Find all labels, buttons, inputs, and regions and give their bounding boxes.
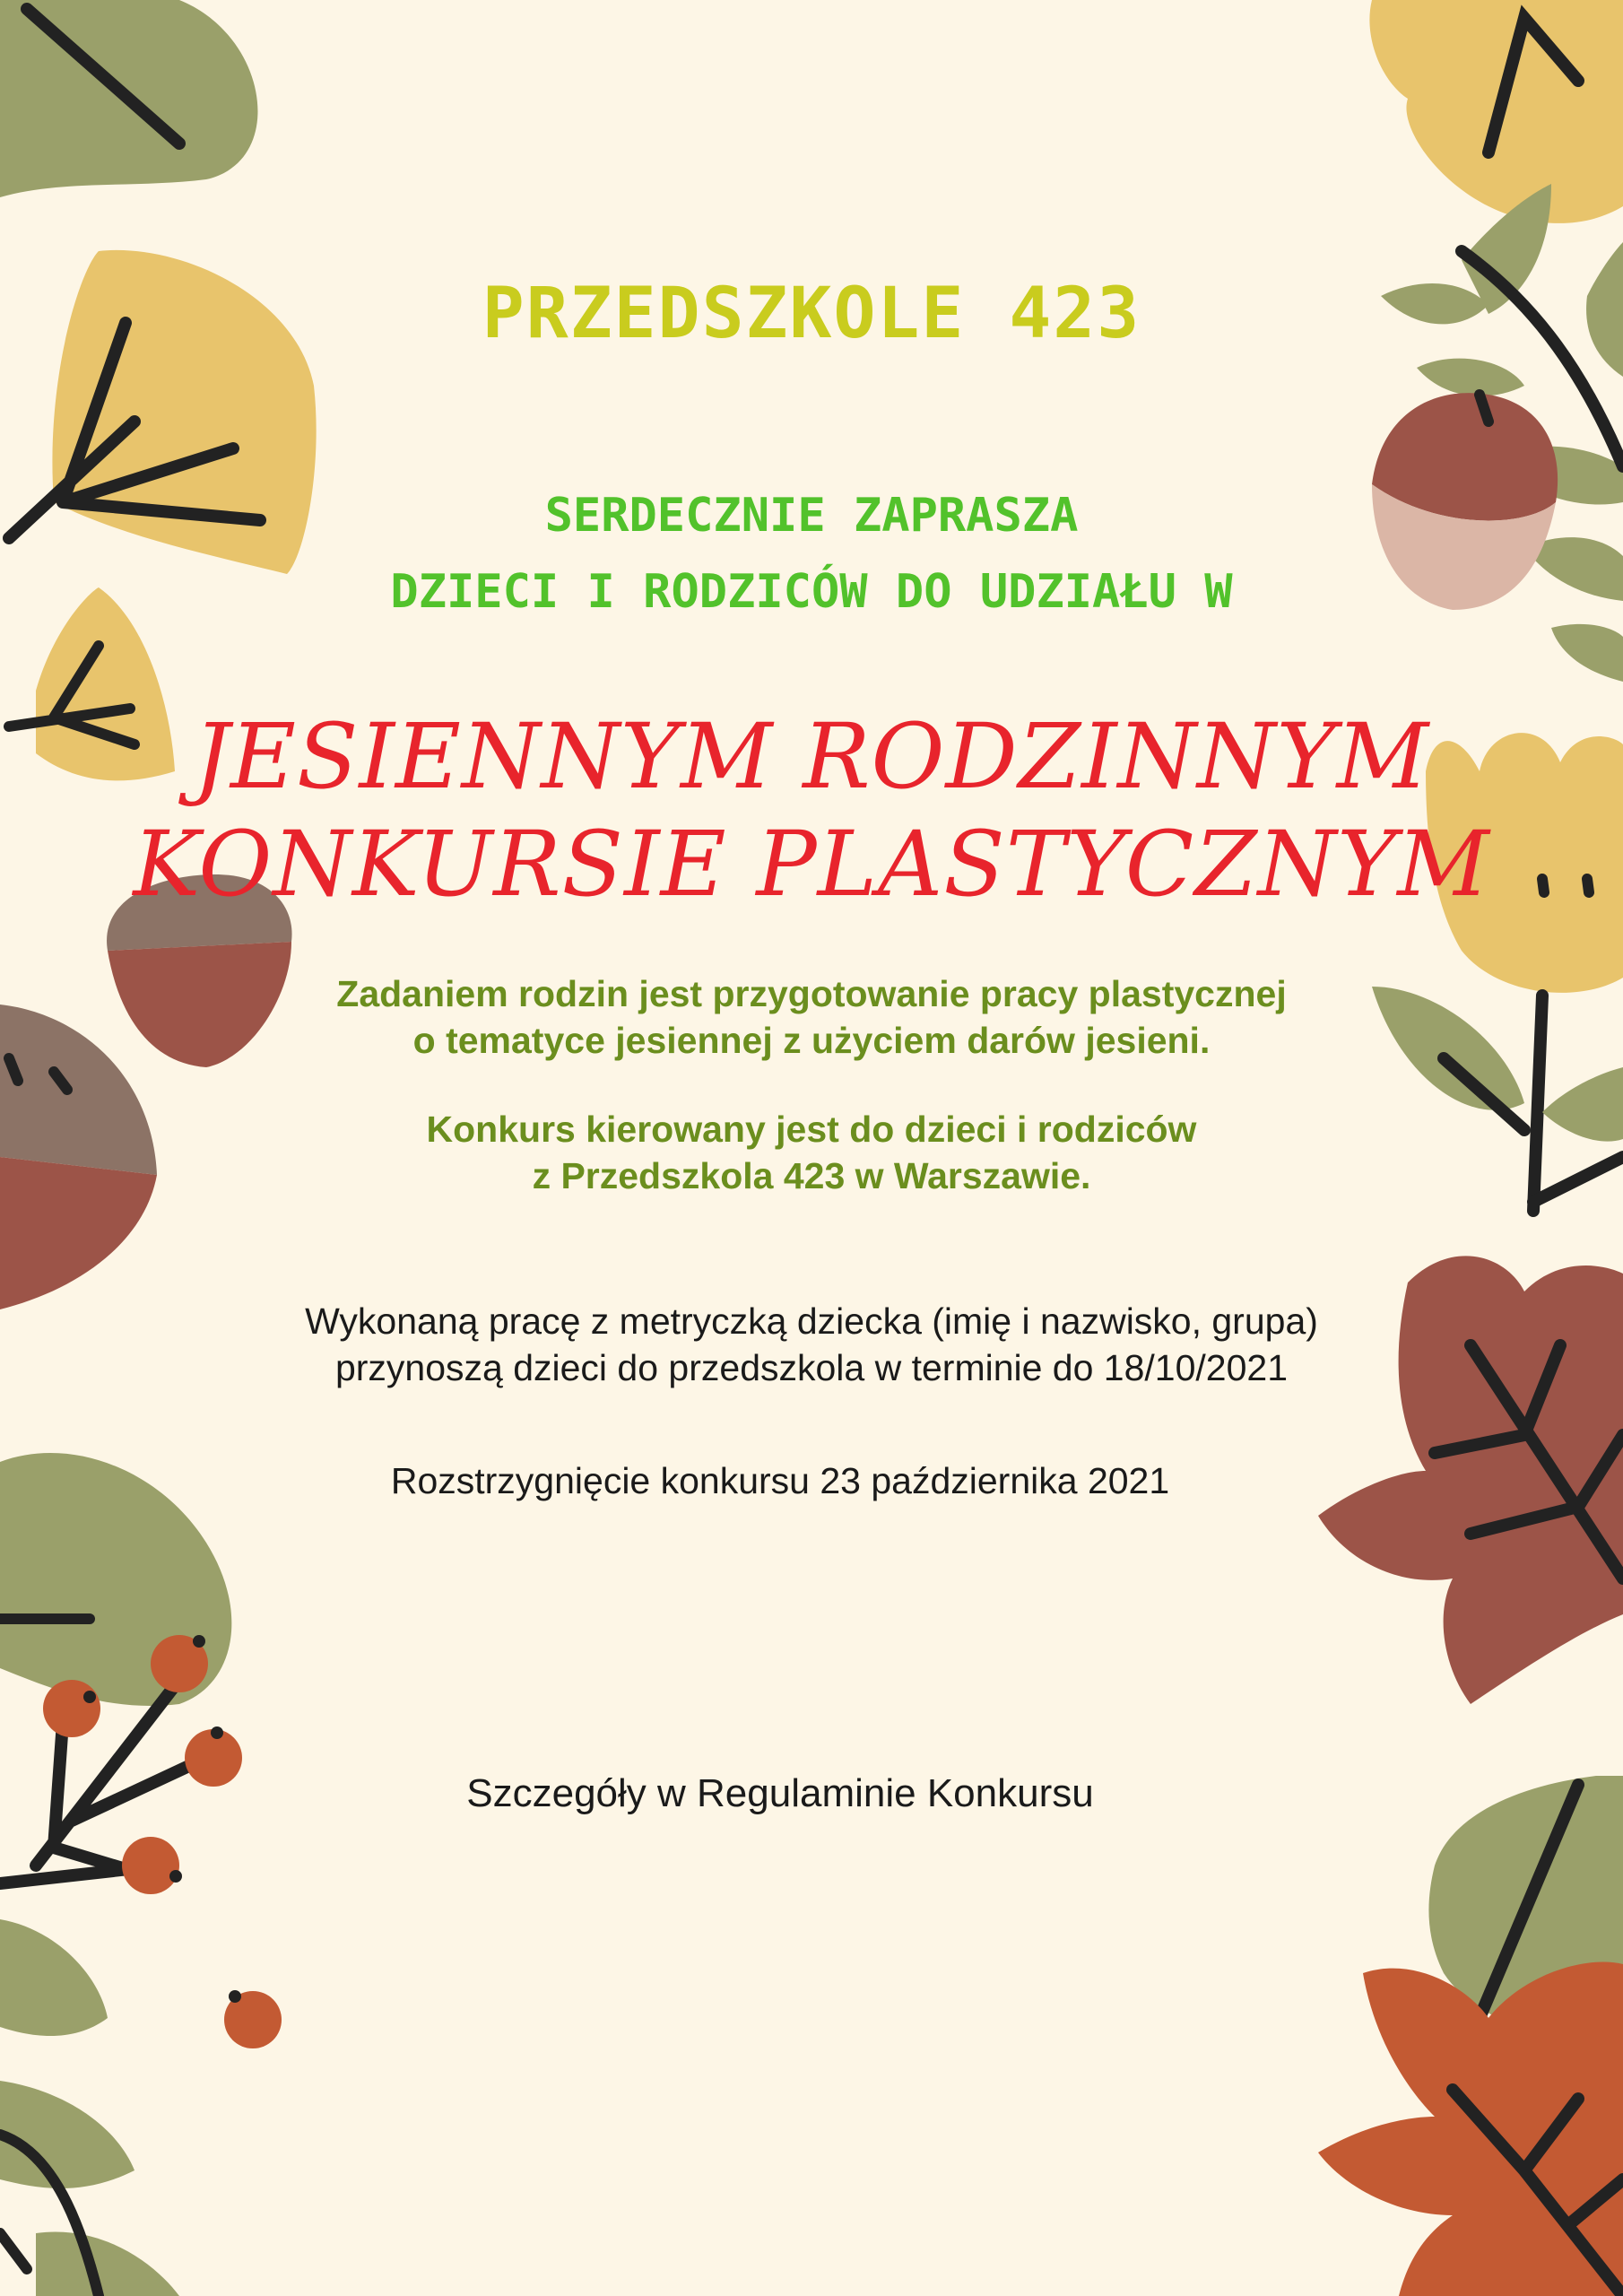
submission-line-1: Wykonaną pracę z metryczką dziecka (imię i nazwisko, grupa) (305, 1300, 1318, 1342)
invitation-line-1: SERDECZNIE ZAPRASZA (544, 489, 1079, 543)
contest-title-line-1: JESIENNYM RODZINNYM (193, 704, 1430, 809)
audience-line-1: Konkurs kierowany jest do dzieci i rodziców (426, 1109, 1197, 1150)
audience-line-2: z Przedszkola 423 w Warszawie. (532, 1155, 1091, 1196)
maple-leaf-icon (1318, 1962, 1623, 2296)
kindergarten-name: PRZEDSZKOLE 423 (482, 274, 1141, 354)
yellow-leaf-icon (1369, 0, 1623, 223)
task-line-2: o tematyce jesiennej z użyciem darów jesieni. (412, 1020, 1211, 1061)
olive-leaf-icon (0, 0, 257, 197)
submission-line-2: przynoszą dzieci do przedszkola w terminie do 18/10/2021 (334, 1347, 1289, 1388)
invitation-line-2: DZIECI I RODZICÓW DO UDZIAŁU W (390, 565, 1233, 619)
task-line-1: Zadaniem rodzin jest przygotowanie pracy plastycznej (336, 973, 1287, 1014)
contest-title-line-2: KONKURSIE PLASTYCZNYM (133, 812, 1490, 917)
details-note: Szczegóły w Regulaminie Konkursu (466, 1771, 1094, 1815)
results-date: Rozstrzygnięcie konkursu 23 października 2021 (390, 1460, 1170, 1501)
